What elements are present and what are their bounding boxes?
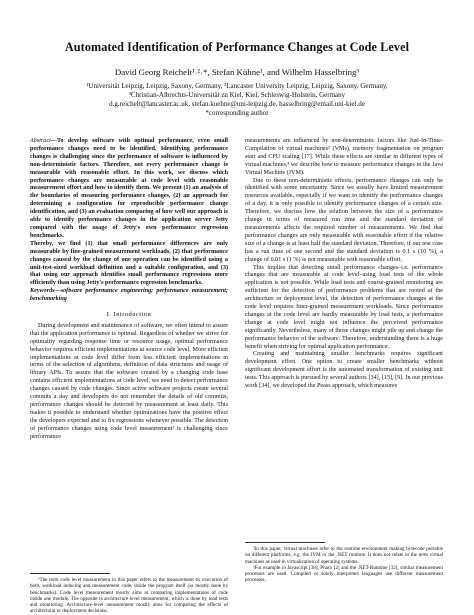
author-list: David Georg Reichelt¹˒²˒*, Stefan Kühne¹, and Wilhelm Hasselbring³ — [114, 67, 360, 77]
paper-title: Automated Identification of Performance Changes at Code Level — [64, 40, 410, 54]
body-paragraph-1: measurements are influenced by non-deterministic factors like Just-In-Time-Compilation of virtual machines² (VMs), memory fragmentation on program start and CPU scaling [17]. While these effects are similar in different types of virtual machines,³ we describe how to measure performance changes in the Java Virtual Machine (JVM). — [245, 138, 443, 176]
keywords-text: —software performance engineering; performance measurement; benchmarking — [30, 288, 228, 303]
footnote-3: ³For example in Javascript [38], Pharo [2] and the .NET-Runtime [32], similar measurement processes are used. Compiled or solely interpreted languages use different measurement processes. — [245, 564, 443, 584]
abstract — [30, 138, 228, 288]
body-paragraph-2: Due to these non-deterministic effects, performance changes can only be identified with some uncertainty. Since we usually have limited measurement resources available, especially if we want to identify the performance changes of a day, it is only possible to identify performance changes of a certain size. Therefore, we discuss how the relation between the size of a performance change in terms of measured run time and the standard deviation of measurements affects the required number of measurements. We find that performance changes are only measurable with reasonable effort if the relative size of a change is at least half the standard deviation. Therefore, if our test case has a run time of one second and the standard deviation is 0.1 s (10 %), a change of 0.01 s (1 %) is not measurable with reasonable effort. — [245, 177, 443, 263]
body-paragraph-4: Creating and maintaining smaller benchmarks requires significant development effort. One option to create smaller benchmarks without significant development effort is the automated transformation of existing unit tests. This approach is pursued by several authors [34], [15], [9]. In our previous work [34], we developed the Peass approach, which measures — [245, 351, 443, 390]
corresponding-author-note: *corresponding author — [205, 109, 269, 117]
intro-paragraph: During development and maintenance of software, we often intend to assure that the application performance is optimal. Regardless of whether we strive for optimality regarding response time or resource usage, optimal performance behavior requires efficient implementations at source code level. More efficient implementations at code level differ from less efficient implementations in terms of the selection of algorithms, definition of data structures and usage of library APIs. To assure that the software created by a changing code base contains efficient implementations at code level, we need to detect performance changes caused by code changes. Since active software projects create several commits a day and developers do not remember the details of old commits, performance changes should be detected by measurement at least daily. This makes it possible to understand whether optimizations have the positive effect the developers expected and to fix regressions whenever possible. The detection of performance changes using code level measurement¹ is challenging since performance — [30, 322, 228, 440]
footnote-divider — [245, 542, 325, 543]
affiliation-line-1: ¹Universität Leipzig, Leipzig, Saxony, Germany, ²Lancaster University Leipzig, Leipzig, Saxony, Germany, — [86, 82, 388, 90]
left-column — [30, 138, 228, 615]
affiliation-line-2: ³Christian-Albrechts-Universität zu Kiel, Kiel, Schleswig-Holstein, Germany — [128, 91, 346, 99]
email-line: d.g.reichelt@lancaster.ac.uk, stefan.kuehne@uni-leipzig.de, hasselbring@email.uni-kiel.de — [109, 100, 365, 108]
footnote-1: ¹The term code level measurement in this paper refers to the measurement by execution of both, workload inducing and measurement code, inside the program itself (as mostly done by benchmarks). Code level measurement mostly aims at comparing implementations of code inside one module. The opposite is architecture level measurement, which is done by load tests and monitoring. Architecture-level measurement mostly aims for comparing the effects of architectural or deployment decisions. — [30, 577, 228, 615]
left-footnote-area — [30, 568, 228, 615]
abstract-text: —To develop software with optimal performance, even small performance changes need to be identified. Identifying performance changes is challenging since the performance of software is influenced by non-deterministic factors. Therefore, not every performance change is measurable with reasonable effort. In this work, we discuss which performance changes are measurable at code level with reasonable measurement effort and how to identify them. We present (1) an analysis of the boundaries of measuring performance changes, (2) an approach for determining a configuration for reproducible performance change identification, and (3) an evaluation comparing of how well our approach is able to identify performance changes in the application server Jetty compared with the usage of Jetty's own performance regression benchmarks. — [30, 138, 228, 239]
keywords-label: Keywords — [30, 288, 55, 295]
keywords — [30, 288, 228, 304]
footnote-2: ²In this paper, virtual machines refer to the runtime environment making bytecode portable on different platforms, e.g. the JVM or the .NET runtime. It does not relate to the term virtual machines as used in virtualization of operating systems. — [245, 546, 443, 565]
footnote-divider — [30, 573, 110, 574]
right-column — [245, 138, 443, 584]
abstract-label: Abstract — [30, 138, 51, 144]
body-paragraph-3: This implies that detecting small performance changes–i.e. performance changes that are measurable at code level–using load tests of the whole application is not possible. While load tests and course-grained monitoring are sufficient for the detection of performance problems that are rooted at the architecture or deployment level, the detection of performance changes at the code level requires finer-grained measurement workloads. Since performance changes at the code level are hardly measurable by load tests, a performance change at code level might not influence the perceived performance significantly. Nevertheless, many of those changes might pile up and change the performance behavior of the software. Therefore, understanding them is a huge benefit when striving for optimal application performance. — [245, 264, 443, 350]
abstract-text-continued: Thereby, we find (1) that small performance differences are only measurable by fine-grained measurement workloads, (2) that performance changes caused by the change of one operation can be identified using a unit-test-sized workload definition and a suitable configuration, and (3) that using our approach identifies small performance regressions more efficiently than using Jetty's performance regression benchmarks. — [30, 240, 228, 287]
right-footnote-area — [245, 537, 443, 584]
section-heading-introduction: I. Introduction — [106, 311, 152, 319]
